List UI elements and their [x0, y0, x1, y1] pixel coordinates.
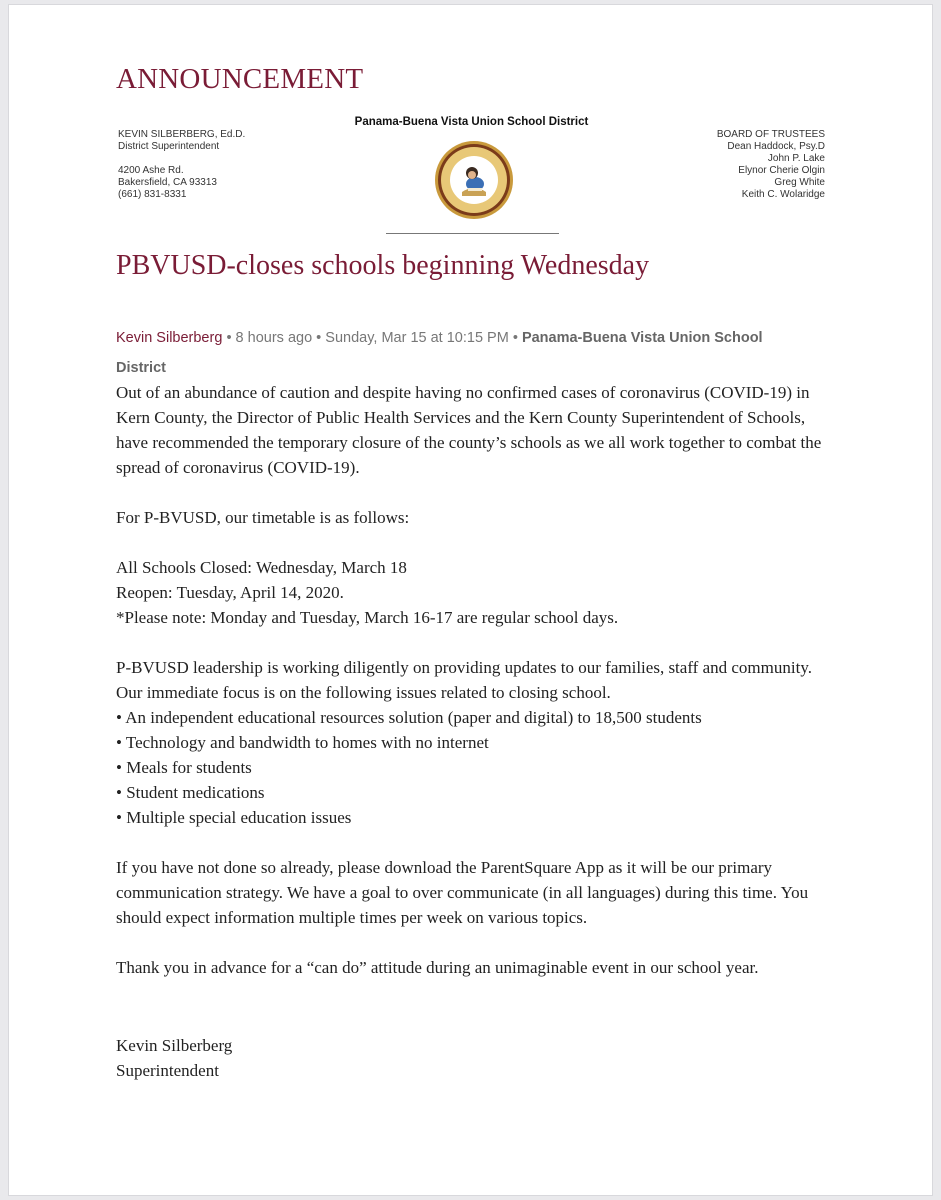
- issue-item: • Multiple special education issues: [116, 808, 352, 827]
- issues-section: [116, 655, 836, 830]
- board-heading: BOARD OF TRUSTEES: [716, 129, 825, 140]
- issue-item: • Technology and bandwidth to homes with no internet: [116, 733, 489, 752]
- paragraph-thanks: Thank you in advance for a “can do” attitude during an unimaginable event in our school year.: [116, 958, 759, 977]
- address-city: Bakersfield, CA 93313: [118, 177, 217, 188]
- meta-separator: •: [316, 330, 322, 346]
- seal-divider: [386, 233, 559, 234]
- meta-separator: •: [226, 330, 232, 346]
- board-of-trustees: [717, 129, 825, 201]
- paragraph-timetable-intro: For P-BVUSD, our timetable is as follows:: [116, 508, 410, 527]
- signature-title: Superintendent: [116, 1061, 219, 1080]
- post-organization[interactable]: Panama-Buena Vista Union School District: [116, 330, 763, 376]
- trustee: Greg White: [774, 177, 825, 188]
- signature-block: [116, 1033, 232, 1083]
- paragraph-parentsquare: If you have not done so already, please download the ParentSquare App as it will be our primary communication strategy. We have a goal to over communicate (in all languages) during this time. You should expect information multiple times per week on various topics.: [116, 858, 809, 927]
- trustee: Elynor Cherie Olgin: [738, 165, 825, 176]
- timetable-line: All Schools Closed: Wednesday, March 18: [116, 558, 407, 577]
- meta-separator: •: [512, 330, 518, 346]
- district-seal-icon: [434, 140, 514, 220]
- issue-item: • Student medications: [116, 783, 265, 802]
- issue-item: • An independent educational resources solution (paper and digital) to 18,500 students: [116, 708, 702, 727]
- district-name: Panama-Buena Vista Union School District: [354, 116, 589, 128]
- timetable: [116, 555, 836, 630]
- trustee: Dean Haddock, Psy.D: [727, 141, 825, 152]
- post-title: PBVUSD-closes schools beginning Wednesday: [116, 250, 650, 281]
- paragraph-leadership: P-BVUSD leadership is working diligently on providing updates to our families, staff and community. Our immediate focus is on the following issues related to closing school.: [116, 658, 812, 702]
- post-author[interactable]: Kevin Silberberg: [116, 330, 223, 346]
- address-street: 4200 Ashe Rd.: [118, 165, 184, 176]
- trustee: Keith C. Wolaridge: [741, 189, 825, 200]
- trustee: John P. Lake: [767, 153, 825, 164]
- document-page: [8, 4, 933, 1196]
- paragraph-intro: Out of an abundance of caution and despite having no confirmed cases of coronavirus (COVID-19) in Kern County, the Director of Public Health Services and the Kern County Superintendent of Schools, have recommended the temporary closure of the county’s schools as we all work together to combat the spread of coronavirus (COVID-19).: [116, 383, 822, 477]
- issue-item: • Meals for students: [116, 758, 252, 777]
- post-datetime: Sunday, Mar 15 at 10:15 PM: [325, 330, 509, 346]
- superintendent-name: KEVIN SILBERBERG, Ed.D.: [118, 129, 246, 140]
- post-time-ago: 8 hours ago: [235, 330, 313, 346]
- signature-name: Kevin Silberberg: [116, 1036, 233, 1055]
- announcement-label: ANNOUNCEMENT: [116, 63, 364, 95]
- timetable-line: *Please note: Monday and Tuesday, March 16-17 are regular school days.: [116, 608, 619, 627]
- phone-number: (661) 831-8331: [118, 189, 187, 200]
- timetable-line: Reopen: Tuesday, April 14, 2020.: [116, 583, 344, 602]
- superintendent-contact: [118, 129, 245, 201]
- post-body: [116, 380, 836, 1005]
- post-meta: [116, 323, 816, 383]
- superintendent-title: District Superintendent: [118, 141, 220, 152]
